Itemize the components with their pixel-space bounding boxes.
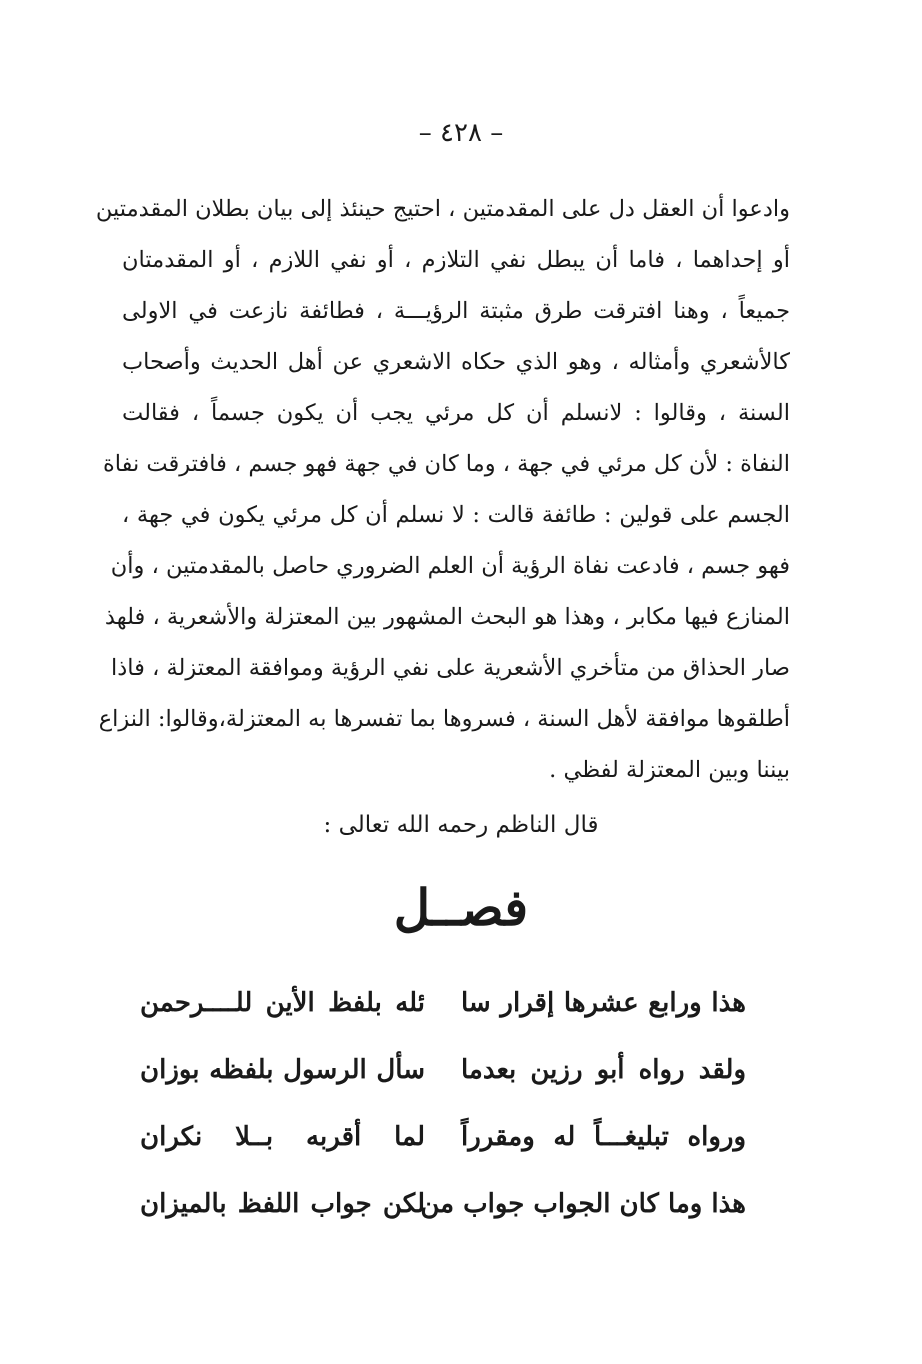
prose-line: النفاة : لأن كل مرئي في جهة ، وما كان في جهة فهو جسم ، فافترقت نفاة [102,451,790,477]
section-title: فصــل [393,878,529,937]
poem-block [140,970,746,1238]
prose-line: الجسم على قولين : طائفة قالت : لا نسلم أن كل مرئي يكون في جهة ، [122,502,790,528]
poem-verse [140,1104,746,1171]
prose-line: جميعاً ، وهنا افترقت طرق مثبتة الرؤيـــة ، فطائفة نازعت في الاولى [122,298,790,324]
verse-second-hemistich: لكن جواب اللفظ بالميزان [140,1189,425,1219]
prose-paragraph [95,184,790,796]
verse-second-hemistich: سأل الرسول بلفظه بوزان [140,1055,425,1085]
poem-verse [140,970,746,1037]
page-number: – ٤٢٨ – [418,118,504,148]
prose-line: كالأشعري وأمثاله ، وهو الذي حكاه الاشعري عن أهل الحديث وأصحاب [122,349,790,375]
poet-attribution-heading: قال الناظم رحمه الله تعالى : [323,812,599,838]
prose-line: فهو جسم ، فادعت نفاة الرؤية أن العلم الضروري حاصل بالمقدمتين ، وأن [110,553,790,579]
verse-second-hemistich: ئله بلفظ الأين للــــرحمن [140,988,425,1018]
verse-first-hemistich: هذا ورابع عشرها إقرار سا [461,988,746,1018]
poem-verse [140,1171,746,1238]
prose-line: أطلقوها موافقة لأهل السنة ، فسروها بما تفسرها به المعتزلة،وقالوا: النزاع [98,706,790,732]
verse-first-hemistich: ولقد رواه أبو رزين بعدما [461,1055,746,1085]
verse-first-hemistich: ورواه تبليغـــاً له ومقرراً [461,1122,746,1152]
verse-second-hemistich: لما أقربه بــلا نكران [140,1122,425,1152]
verse-first-hemistich: هذا وما كان الجواب جواب من [420,1189,746,1219]
prose-line: المنازع فيها مكابر ، وهذا هو البحث المشهور بين المعتزلة والأشعرية ، فلهذ [104,604,790,630]
prose-line: بيننا وبين المعتزلة لفظي . [549,757,790,783]
prose-line: وادعوا أن العقل دل على المقدمتين ، احتيج حينئذ إلى بيان بطلان المقدمتين [95,196,790,222]
prose-line: السنة ، وقالوا : لانسلم أن كل مرئي يجب أن يكون جسماً ، فقالت [122,400,790,426]
prose-line: أو إحداهما ، فاما أن يبطل نفي التلازم ، أو نفي اللازم ، أو المقدمتان [122,247,790,273]
poem-verse [140,1037,746,1104]
prose-line: صار الحذاق من متأخري الأشعرية على نفي الرؤية وموافقة المعتزلة ، فاذا [111,655,790,681]
